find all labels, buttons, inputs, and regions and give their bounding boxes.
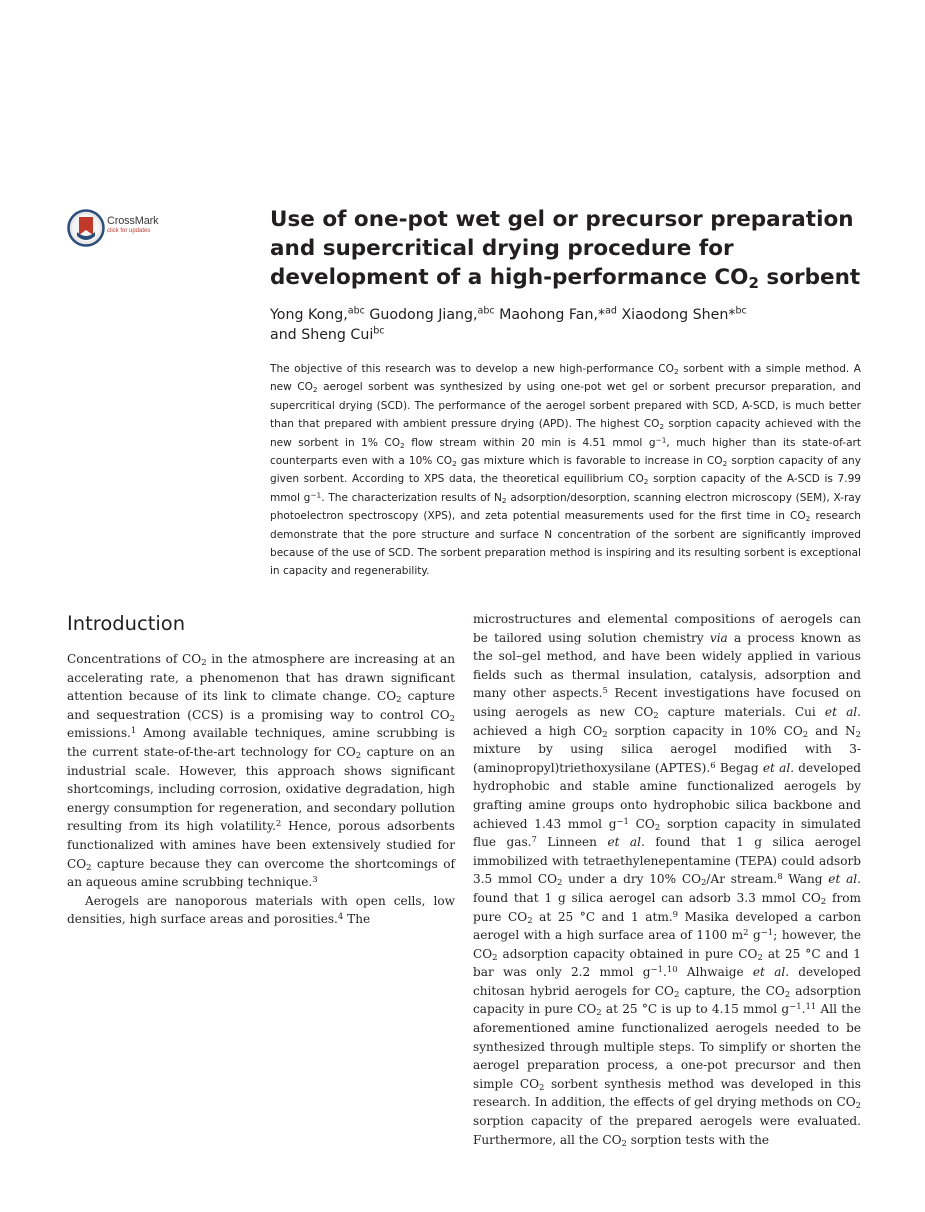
author-name: Yong Kong, [270,307,348,323]
author-name: Xiaodong Shen* [616,307,736,323]
author-list [270,305,870,345]
author-affiliation: abc [477,305,495,317]
body-paragraph: microstructures and elemental compositions of aerogels can be tailored using solution chemistry via a process known as the sol–gel method, and have been widely applied in various fields such as thermal insulation, catalysis, adsorption and many other aspects.$^5$ Recent investigations have focused on using aerogels as new $CO_2$ capture materials. Cui et al. achieved a high $CO_2$ sorption capacity in 10% $CO_2$ and $N_2$ mixture by using silica aerogel modified with 3-(aminopropyl)triethoxysilane (APTES).$^6$ Begag et al. developed hydrophobic and stable amine functionalized aerogels by grafting amine groups onto hydrophobic silica backbone and achieved 1.43 mmol $g^{-1}$ $CO_2$ sorption capacity in simulated flue gas.$^7$ Linneen et al. found that 1 g silica aerogel immobilized with tetraethylenepentamine (TEPA) could adsorb 3.5 mmol $CO_2$ under a dry 10% $CO_2/Ar$ stream.$^8$ Wang et al. found that 1 g silica aerogel can adsorb 3.3 mmol $CO_2$ from pure $CO_2$ at 25 °C and 1 atm.$^9$ Masika developed a carbon aerogel with a high surface area of 1100 $m^2$ $g^{-1}$; however, the $CO_2$ adsorption capacity obtained in pure $CO_2$ at 25 °C and 1 bar was only 2.2 mmol $g^{-1}.^{10}$ Alhwaige et al. developed chitosan hybrid aerogels for $CO_2$ capture, the $CO_2$ adsorption capacity in pure $CO_2$ at 25 °C is up to 4.15 mmol $g^{-1}.^{11}$ All the aforementioned amine functionalized aerogels needed to be synthesized through multiple steps. To simplify or shorten the aerogel preparation process, a one-pot precursor and then simple $CO_2$ sorbent synthesis method was developed in this research. In addition, the effects of gel drying methods on $CO_2$ sorption capacity of the prepared aerogels were evaluated. Furthermore, all the $CO_2$ sorption tests with the [473,612,862,1148]
right-column [473,610,861,1149]
crossmark-icon [67,209,105,247]
left-column [67,650,455,929]
author-affiliation: bc [735,305,747,317]
body-paragraph: Concentrations of $CO_2$ in the atmosphere are increasing at an accelerating rate, a phenomenon that has drawn significant attention because of its link to climate change. $CO_2$ capture and sequestration (CCS) is a promising way to control $CO_2$ emissions.$^1$ Among available techniques, amine scrubbing is the current state-of-the-art technology for $CO_2$ capture on an industrial scale. However, this approach shows significant shortcomings, including corrosion, oxidative degradation, high energy consumption for regeneration, and secondary pollution resulting from its high volatility.$^2$ Hence, porous adsorbents functionalized with amines have been extensively studied for $CO_2$ capture because they can overcome the shortcomings of an aqueous amine scrubbing technique.$^3$ [67,652,455,890]
author-name: Maohong Fan,* [494,307,606,323]
crossmark-sub-label: click for updates [107,228,151,234]
article-title: Use of one-pot wet gel or precursor preparation and supercritical drying procedure for development of a high-performance $CO_2$ sorbent [270,207,861,292]
author-name: and Sheng Cui [270,327,374,343]
author-affiliation: abc [347,305,365,317]
author-affiliation: ad [605,305,617,317]
section-heading-introduction: Introduction [67,612,186,635]
crossmark-badge[interactable] [67,207,177,249]
author-name: Guodong Jiang, [364,307,478,323]
body-paragraph: Aerogels are nanoporous materials with open cells, low densities, high surface areas and porosities.$^4$ The [67,893,455,927]
author-affiliation: bc [373,325,385,337]
crossmark-label: CrossMark [107,215,159,227]
abstract: The objective of this research was to develop a new high-performance $CO_2$ sorbent with a simple method. A new $CO_2$ aerogel sorbent was synthesized by using one-pot wet gel or sorbent precursor preparation, and supercritical drying (SCD). The performance of the aerogel sorbent prepared with SCD, A-SCD, is much better than that prepared with ambient pressure drying (APD). The highest $CO_2$ sorption capacity achieved with the new sorbent in 1% $CO_2$ flow stream within 20 min is 4.51 mmol $g^{-1}$, much higher than its state-of-art counterparts even with a 10% $CO_2$ gas mixture which is favorable to increase in $CO_2$ sorption capacity of any given sorbent. According to XPS data, the theoretical equilibrium $CO_2$ sorption capacity of the A-SCD is 7.99 mmol $g^{-1}$. The characterization results of $N_2$ adsorption/desorption, scanning electron microscopy (SEM), X-ray photoelectron spectroscopy (XPS), and zeta potential measurements used for the first time in $CO_2$ research demonstrate that the pore structure and surface N concentration of the sorbent are significantly improved because of the use of SCD. The sorbent preparation method is inspiring and its resulting sorbent is exceptional in capacity and regenerability. [270,363,861,578]
